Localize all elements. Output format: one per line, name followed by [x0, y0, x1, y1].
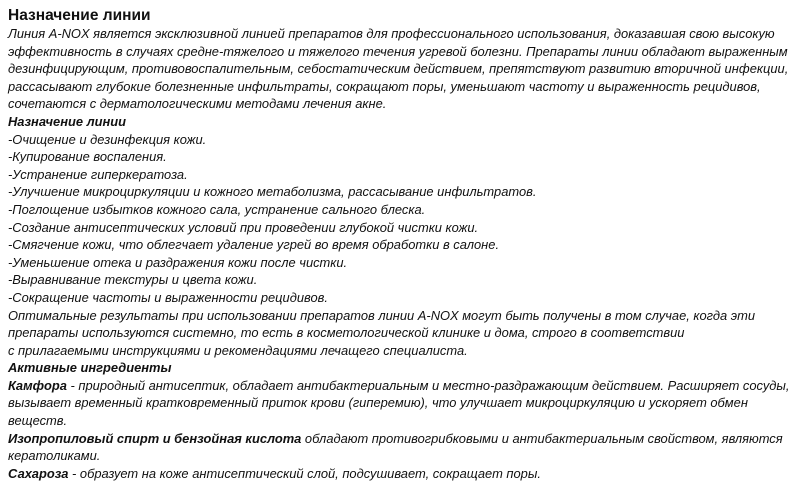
purpose-item: -Купирование воспаления.	[8, 149, 167, 165]
ingredient-camphor	[8, 377, 792, 430]
purpose-item: -Смягчение кожи, что облегчает удаление угрей во время обработки в салоне.	[8, 237, 500, 253]
ingredient-description: - природный антисептик, обладает антибактериальным и местно-раздражающим действием. Расширяет сосуды, вызывает временный кратковременный приток крови (гиперемию), что улучшает микроциркуляцию и ускоряет обмен веществ.	[8, 377, 790, 429]
ingredient-name: Камфора	[8, 377, 67, 393]
purpose-item: -Уменьшение отека и раздражения кожи после чистки.	[8, 254, 348, 270]
ingredient-name: Сахароза	[8, 465, 69, 481]
purpose-item: -Улучшение микроциркуляции и кожного метаболизма, рассасывание инфильтратов.	[8, 184, 537, 200]
purpose-item: -Выравнивание текстуры и цвета кожи.	[8, 272, 258, 288]
intro-paragraph: Линия A-NOX является эксклюзивной линией препаратов для профессионального использования, доказавшая свою высокую эффективность в случаях средне-тяжелого и тяжелого течения угревой болезни. Препараты линии обладают выраженным дезинфицирующим, противовоспалительным, себостатическим действием, препятствуют развитию вторичной инфекции, рассасывают глубокие болезненные инфильтраты, сокращают поры, уменьшают частоту и выраженность рецидивов, сочетаются с дерматологическими методами лечения акне.	[8, 26, 789, 112]
ingredients-heading: Активные ингредиенты	[8, 360, 172, 376]
ingredient-name: Изопропиловый спирт и бензойная кислота	[8, 430, 302, 446]
results-paragraph	[8, 307, 792, 360]
purpose-item: -Устранение гиперкератоза.	[8, 166, 188, 182]
results-line-2: с прилагаемыми инструкциями и рекомендациями лечащего специалиста.	[8, 342, 468, 358]
purpose-item: -Поглощение избытков кожного сала, устранение сального блеска.	[8, 201, 426, 217]
ingredient-isopropyl	[8, 430, 792, 465]
page-title: Назначение линии	[8, 7, 151, 24]
results-line-1: Оптимальные результаты при использовании препаратов линии A-NOX могут быть получены в том случае, когда эти препараты используются системно, то есть в косметологической клинике и дома, строго в соответствии	[8, 307, 755, 341]
ingredient-description: - образует на коже антисептический слой, подсушивает, сокращает поры.	[68, 465, 541, 481]
purpose-item: -Сокращение частоты и выраженности рецидивов.	[8, 289, 328, 305]
ingredient-description: обладают противогрибковыми и антибактериальным свойством, являются кератоликами.	[8, 430, 783, 464]
purpose-heading: Назначение линии	[8, 113, 127, 129]
ingredient-sucrose	[8, 465, 792, 482]
purpose-list	[8, 131, 792, 307]
purpose-item: -Создание антисептических условий при проведении глубокой чистки кожи.	[8, 219, 479, 235]
purpose-item: -Очищение и дезинфекция кожи.	[8, 131, 207, 147]
